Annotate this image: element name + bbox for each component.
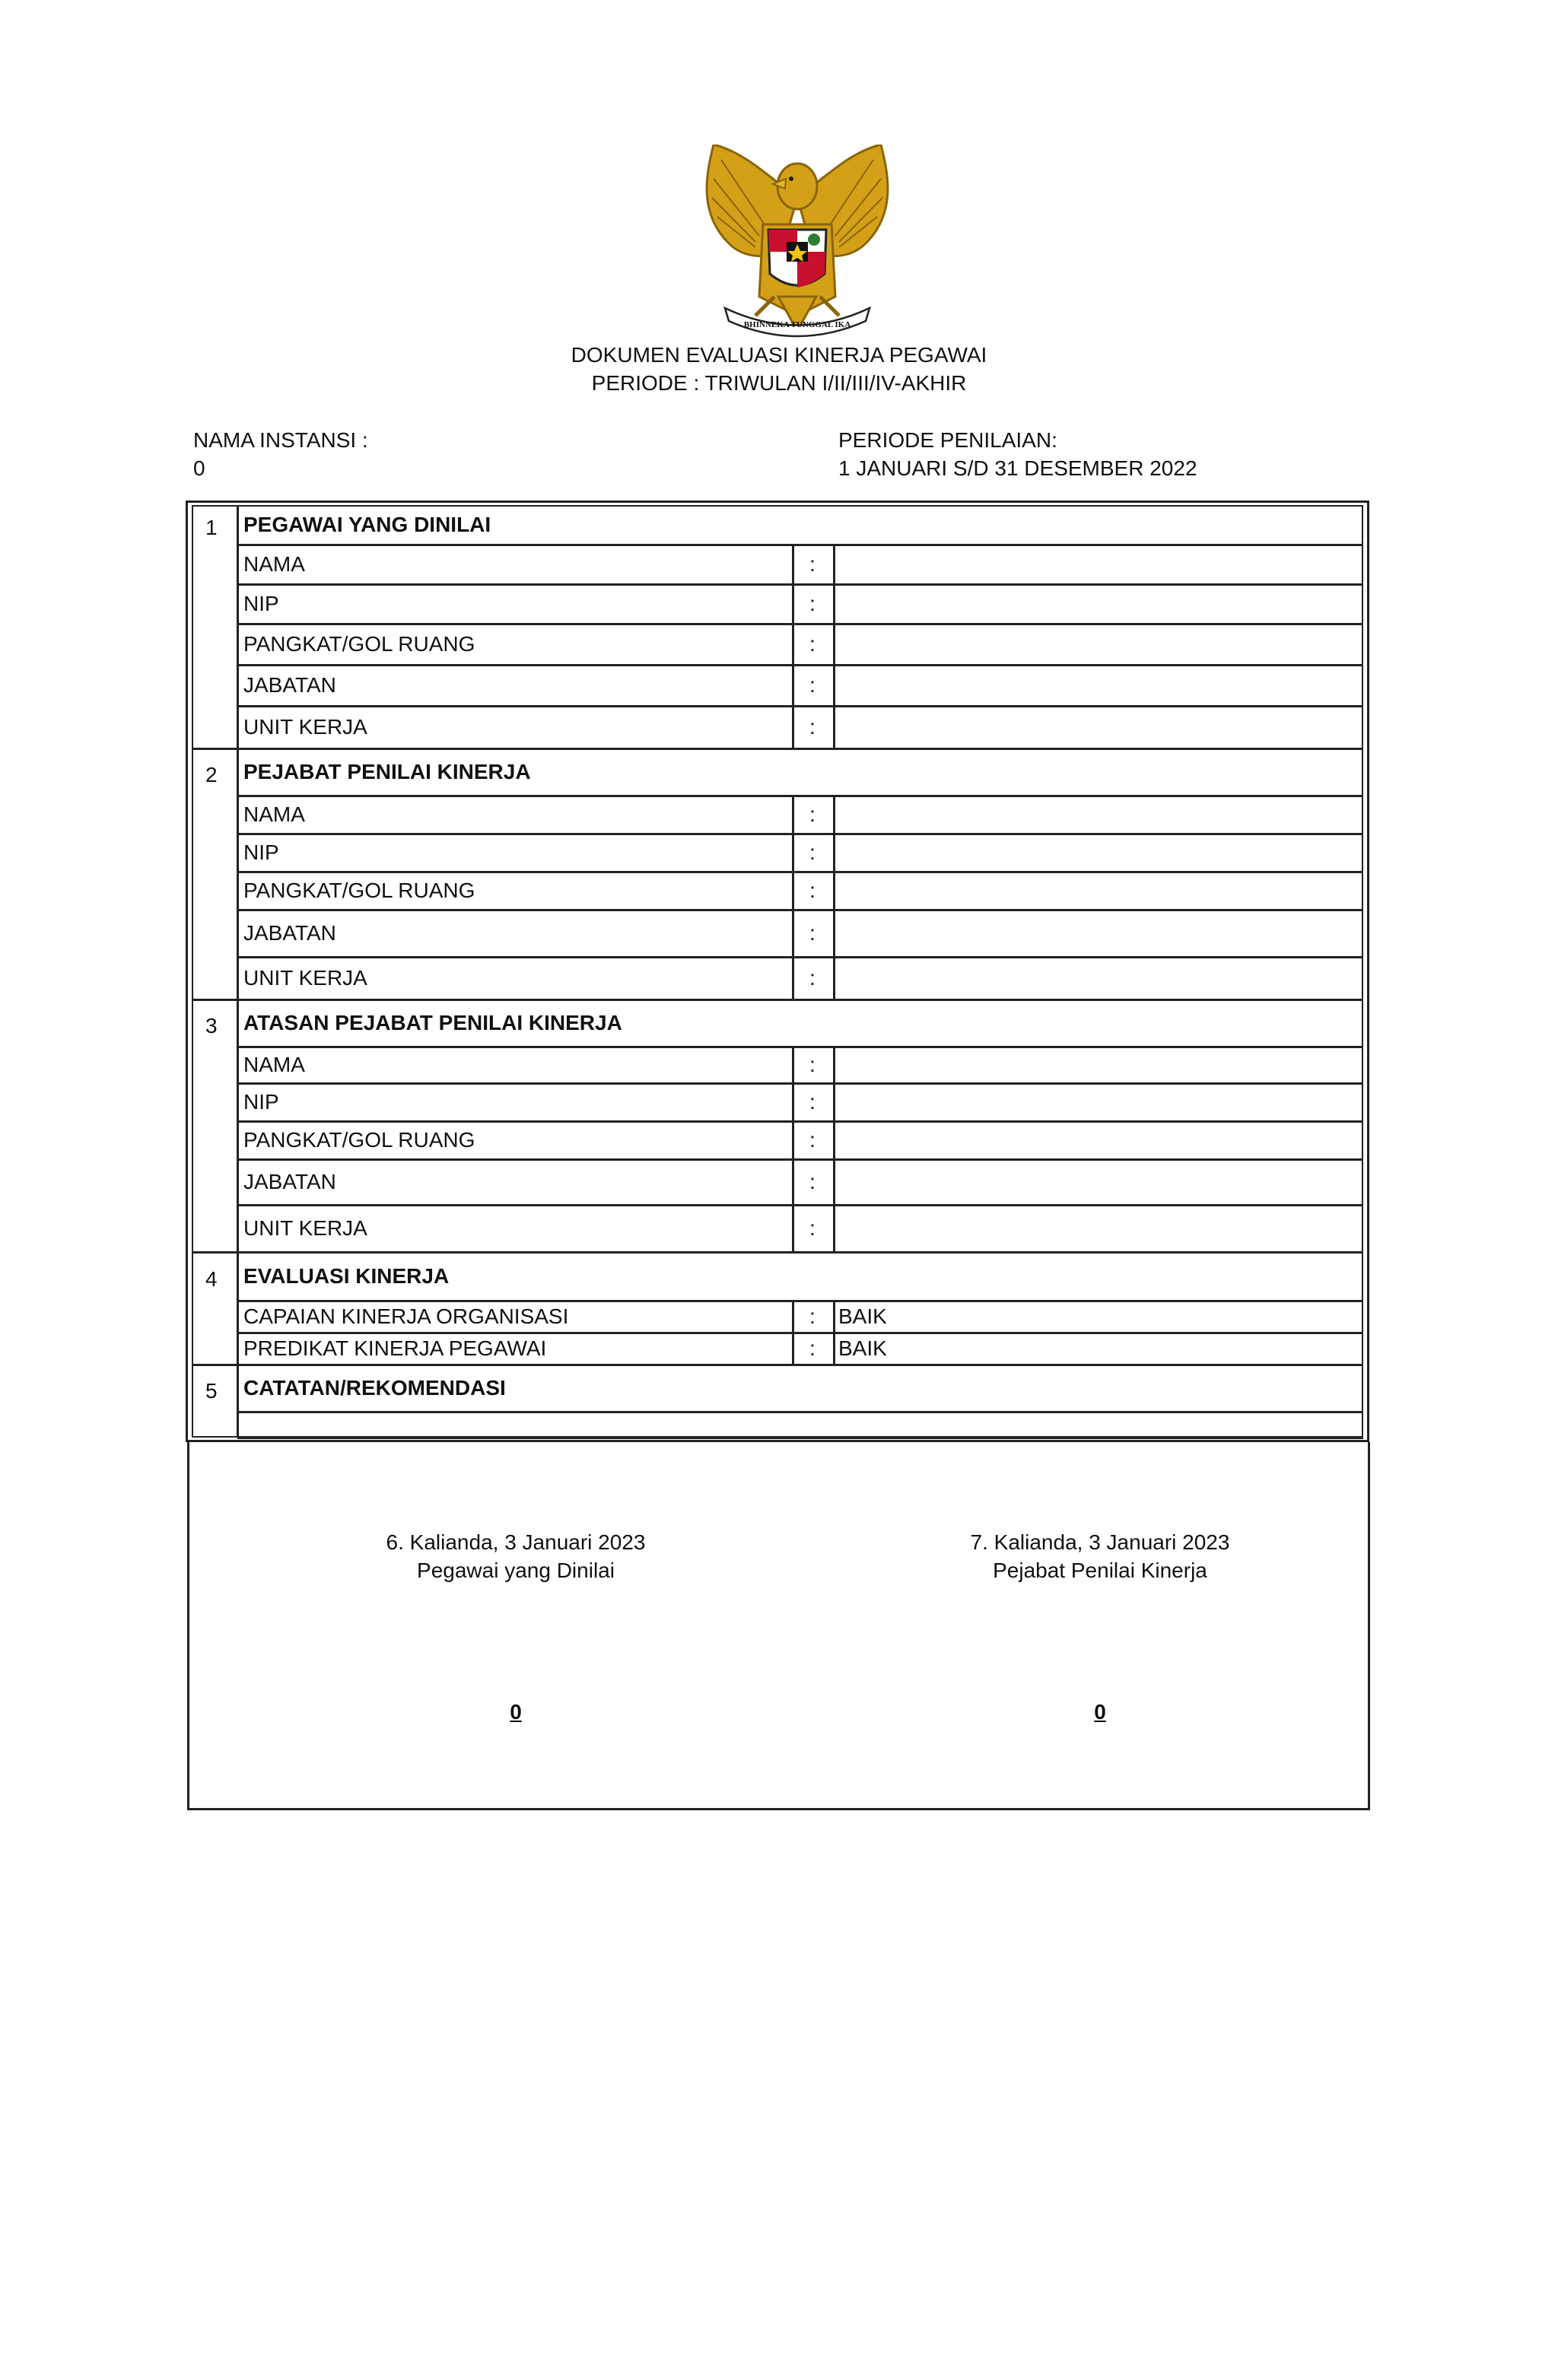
- value-column-divider: [833, 1047, 835, 1083]
- field-row-divider: [237, 705, 1363, 707]
- section-title-divider: [237, 795, 1363, 797]
- signature-right-name: 0: [1094, 1700, 1106, 1724]
- colon-column-divider: [792, 1159, 794, 1205]
- number-column-divider: [237, 505, 239, 1438]
- field-separator: :: [809, 921, 816, 945]
- value-column-divider: [833, 1083, 835, 1121]
- colon-column-divider: [792, 1301, 794, 1333]
- value-column-divider: [833, 1121, 835, 1159]
- field-label: NIP: [243, 592, 279, 615]
- field-row-divider: [237, 956, 1363, 958]
- field-separator: :: [809, 632, 816, 656]
- field-label: NIP: [243, 840, 279, 864]
- instansi-value: 0: [193, 456, 205, 480]
- section-divider: [192, 1364, 1363, 1366]
- section-number: 2: [205, 763, 218, 786]
- field-label: JABATAN: [243, 921, 336, 945]
- section-divider: [192, 1251, 1363, 1254]
- colon-column-divider: [792, 872, 794, 910]
- value-column-divider: [833, 1333, 835, 1365]
- colon-column-divider: [792, 624, 794, 665]
- signature-right-role: Pejabat Penilai Kinerja: [993, 1559, 1207, 1582]
- field-row-divider: [237, 1204, 1363, 1206]
- field-separator: :: [809, 840, 816, 864]
- field-row-divider: [237, 833, 1363, 835]
- section-number: 4: [205, 1267, 218, 1291]
- value-column-divider: [833, 910, 835, 957]
- section-title: PEJABAT PENILAI KINERJA: [243, 760, 531, 783]
- field-row-divider: [237, 623, 1363, 625]
- section-divider: [192, 748, 1363, 750]
- field-separator: :: [809, 552, 816, 576]
- field-row-divider: [237, 1437, 1363, 1439]
- field-row-divider: [237, 1332, 1363, 1334]
- value-column-divider: [833, 872, 835, 910]
- field-value: BAIK: [838, 1304, 887, 1328]
- signature-right-place-date: 7. Kalianda, 3 Januari 2023: [970, 1530, 1230, 1554]
- colon-column-divider: [792, 910, 794, 957]
- signature-left-place-date: 6. Kalianda, 3 Januari 2023: [386, 1530, 646, 1554]
- svg-text:BHINNEKA TUNGGAL IKA: BHINNEKA TUNGGAL IKA: [743, 320, 851, 329]
- colon-column-divider: [792, 1083, 794, 1121]
- field-label: PANGKAT/GOL RUANG: [243, 879, 475, 902]
- field-label: NAMA: [243, 1053, 305, 1076]
- value-column-divider: [833, 1159, 835, 1205]
- section-divider: [192, 999, 1363, 1001]
- field-label: UNIT KERJA: [243, 966, 367, 990]
- section-title-divider: [237, 544, 1363, 546]
- value-column-divider: [833, 624, 835, 665]
- field-row-divider: [237, 1082, 1363, 1085]
- colon-column-divider: [792, 1205, 794, 1252]
- colon-column-divider: [792, 545, 794, 584]
- section-number: 5: [205, 1379, 218, 1403]
- field-separator: :: [809, 592, 816, 615]
- field-row-divider: [237, 664, 1363, 666]
- section-title-divider: [237, 1046, 1363, 1048]
- field-separator: :: [809, 1336, 816, 1360]
- colon-column-divider: [792, 584, 794, 624]
- field-separator: :: [809, 802, 816, 826]
- field-separator: :: [809, 715, 816, 739]
- colon-column-divider: [792, 1121, 794, 1159]
- field-separator: :: [809, 1090, 816, 1114]
- field-separator: :: [809, 1128, 816, 1152]
- field-label: CAPAIAN KINERJA ORGANISASI: [243, 1304, 569, 1328]
- field-label: UNIT KERJA: [243, 715, 367, 739]
- field-value: BAIK: [838, 1336, 887, 1360]
- field-label: NAMA: [243, 552, 305, 576]
- field-row-divider: [237, 1158, 1363, 1161]
- section-title: PEGAWAI YANG DINILAI: [243, 513, 491, 536]
- section-title: ATASAN PEJABAT PENILAI KINERJA: [243, 1011, 622, 1034]
- field-label: PANGKAT/GOL RUANG: [243, 1128, 475, 1152]
- value-column-divider: [833, 834, 835, 872]
- colon-column-divider: [792, 1047, 794, 1083]
- field-row-divider: [237, 871, 1363, 873]
- field-row-divider: [237, 1120, 1363, 1123]
- field-label: PREDIKAT KINERJA PEGAWAI: [243, 1336, 547, 1360]
- field-row-divider: [237, 583, 1363, 586]
- section-number: 1: [205, 516, 218, 539]
- section-title-divider: [237, 1300, 1363, 1302]
- field-separator: :: [809, 1304, 816, 1328]
- value-column-divider: [833, 957, 835, 999]
- section-title: CATATAN/REKOMENDASI: [243, 1376, 506, 1400]
- periode-label: PERIODE PENILAIAN:: [838, 428, 1057, 452]
- field-separator: :: [809, 1053, 816, 1076]
- field-label: JABATAN: [243, 673, 336, 697]
- field-row-divider: [237, 909, 1363, 911]
- value-column-divider: [833, 584, 835, 624]
- value-column-divider: [833, 1205, 835, 1252]
- value-column-divider: [833, 706, 835, 748]
- field-label: NIP: [243, 1090, 279, 1114]
- value-column-divider: [833, 665, 835, 706]
- section-title-divider: [237, 1411, 1363, 1413]
- document-subtitle: PERIODE : TRIWULAN I/II/III/IV-AKHIR: [591, 371, 967, 395]
- signature-left-name: 0: [510, 1700, 522, 1724]
- colon-column-divider: [792, 834, 794, 872]
- field-label: JABATAN: [243, 1170, 336, 1193]
- value-column-divider: [833, 1301, 835, 1333]
- value-column-divider: [833, 796, 835, 834]
- document-title: DOKUMEN EVALUASI KINERJA PEGAWAI: [571, 343, 987, 367]
- field-separator: :: [809, 1170, 816, 1193]
- field-separator: :: [809, 966, 816, 990]
- section-number: 3: [205, 1014, 218, 1037]
- periode-value: 1 JANUARI S/D 31 DESEMBER 2022: [838, 456, 1197, 480]
- signature-left-role: Pegawai yang Dinilai: [417, 1559, 615, 1582]
- field-label: PANGKAT/GOL RUANG: [243, 632, 475, 656]
- instansi-label: NAMA INSTANSI :: [193, 428, 368, 452]
- signature-block: [187, 1442, 1370, 1810]
- colon-column-divider: [792, 1333, 794, 1365]
- colon-column-divider: [792, 957, 794, 999]
- value-column-divider: [833, 545, 835, 584]
- field-separator: :: [809, 1216, 816, 1240]
- colon-column-divider: [792, 706, 794, 748]
- field-label: UNIT KERJA: [243, 1216, 367, 1240]
- field-label: NAMA: [243, 802, 305, 826]
- field-separator: :: [809, 879, 816, 902]
- colon-column-divider: [792, 665, 794, 706]
- section-title: EVALUASI KINERJA: [243, 1264, 450, 1288]
- colon-column-divider: [792, 796, 794, 834]
- field-separator: :: [809, 673, 816, 697]
